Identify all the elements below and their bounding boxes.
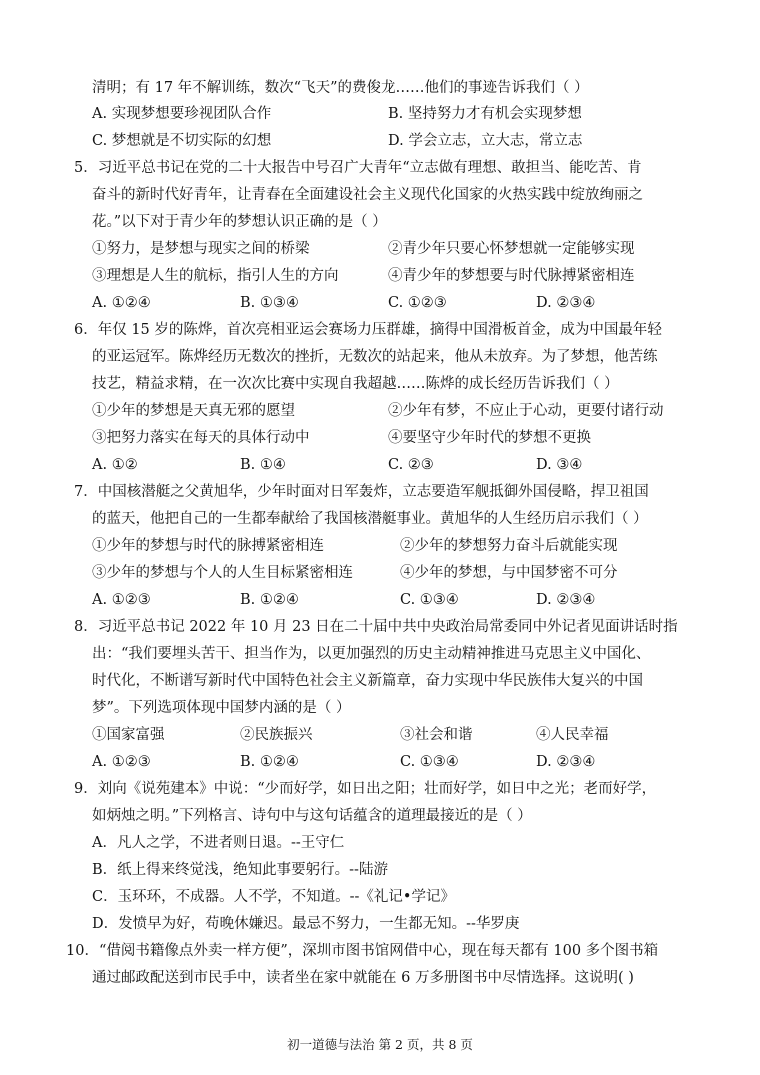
q8-stem-line-2: 出：“我们要埋头苦干、担当作为，以更加强烈的历史主动精神推进马克思主义中国化、	[92, 646, 651, 662]
q5-option-a: A. ①②④	[92, 295, 151, 311]
q8-stem-line-1: 8．习近平总书记 2022 年 10 月 23 日在二十届中共中央政治局常委同中外记者见面讲话时指	[74, 619, 678, 635]
q6-stem-line-2: 的亚运冠军。陈烨经历无数次的挫折，无数次的站起来，他从未放弃。为了梦想，他苦练	[92, 349, 658, 365]
q9-option-b: B．纸上得来终觉浅，绝知此事要躬行。--陆游	[92, 862, 388, 878]
q5-option-d: D. ②③④	[536, 295, 596, 311]
page-footer: 初一道德与法治 第 2 页，共 8 页	[287, 1037, 473, 1052]
q9-option-d: D．发愤早为好，苟晚休嫌迟。最忌不努力，一生都无知。--华罗庚	[92, 916, 520, 932]
q9-option-a: A．凡人之学，不进者则日退。--王守仁	[92, 835, 345, 851]
q9-stem-line-2: 如炳烛之明。”下列格言、诗句中与这句话蕴含的道理最接近的是（ ）	[92, 808, 532, 824]
q4-option-a: A. 实现梦想要珍视团队合作	[92, 106, 272, 122]
q7-option-d: D. ②③④	[536, 592, 596, 608]
q6-statement-1: ①少年的梦想是天真无邪的愿望	[92, 403, 295, 419]
q5-stem-line-3: 花。”以下对于青少年的梦想认识正确的是（ ）	[92, 214, 387, 230]
q4-option-d: D. 学会立志，立大志，常立志	[388, 133, 583, 149]
q7-option-a: A. ①②③	[92, 592, 151, 608]
q4-option-c: C. 梦想就是不切实际的幻想	[92, 133, 272, 149]
q8-option-b: B. ①②④	[240, 754, 299, 770]
q6-stem-line-1: 6．年仅 15 岁的陈烨，首次亮相亚运会赛场力压群雄，摘得中国滑板首金，成为中国最年轻	[74, 322, 662, 338]
q6-option-c: C. ②③	[388, 457, 434, 473]
q6-statement-2: ②少年有梦，不应止于心动，更要付诸行动	[388, 403, 664, 419]
q5-option-b: B. ①③④	[240, 295, 299, 311]
q5-stem-line-1: 5．习近平总书记在党的二十大报告中号召广大青年“立志做有理想、敢担当、能吃苦、肯	[74, 160, 642, 176]
q5-statement-3: ③理想是人生的航标，指引人生的方向	[92, 268, 339, 284]
q5-statement-4: ④青少年的梦想要与时代脉搏紧密相连	[388, 268, 635, 284]
q4-tail-line: 清明；有 17 年不解训练，数次“飞天”的费俊龙……他们的事迹告诉我们（ ）	[92, 80, 589, 96]
q7-stem-line-1: 7．中国核潜艇之父黄旭华，少年时面对日军轰炸，立志要造军舰抵御外国侵略，捍卫祖国	[74, 484, 649, 500]
q7-statement-3: ③少年的梦想与个人的人生目标紧密相连	[92, 565, 353, 581]
q6-option-d: D. ③④	[536, 457, 583, 473]
q5-statement-1: ①努力，是梦想与现实之间的桥梁	[92, 241, 310, 257]
q8-statement-2: ②民族振兴	[240, 727, 313, 743]
q5-option-c: C. ①②③	[388, 295, 447, 311]
q6-statement-3: ③把努力落实在每天的具体行动中	[92, 430, 310, 446]
q7-stem-line-2: 的蓝天，他把自己的一生都奉献给了我国核潜艇事业。黄旭华的人生经历启示我们（ ）	[92, 511, 648, 527]
q7-statement-4: ④少年的梦想，与中国梦密不可分	[400, 565, 618, 581]
q5-stem-line-2: 奋斗的新时代好青年，让青春在全面建设社会主义现代化国家的火热实践中绽放绚丽之	[92, 187, 643, 203]
q7-option-b: B. ①②④	[240, 592, 299, 608]
q5-statement-2: ②青少年只要心怀梦想就一定能够实现	[388, 241, 635, 257]
q8-statement-4: ④人民幸福	[536, 727, 609, 743]
q10-stem-line-2: 通过邮政配送到市民手中，读者坐在家中就能在 6 万多册图书中尽情选择。这说明( )	[92, 970, 634, 986]
q8-stem-line-3: 时代化，不断谱写新时代中国特色社会主义新篇章，奋力实现中华民族伟大复兴的中国	[92, 673, 643, 689]
q4-option-b: B. 坚持努力才有机会实现梦想	[388, 106, 582, 122]
q8-statement-1: ①国家富强	[92, 727, 165, 743]
q8-option-a: A. ①②③	[92, 754, 151, 770]
q6-option-b: B. ①④	[240, 457, 286, 473]
q7-option-c: C. ①③④	[400, 592, 459, 608]
q7-statement-2: ②少年的梦想努力奋斗后就能实现	[400, 538, 618, 554]
q9-option-c: C．玉环环，不成器。人不学，不知道。--《礼记•学记》	[92, 889, 455, 905]
q6-statement-4: ④要坚守少年时代的梦想不更换	[388, 430, 591, 446]
q8-stem-line-4: 梦”。下列选项体现中国梦内涵的是（ ）	[92, 700, 351, 716]
q7-statement-1: ①少年的梦想与时代的脉搏紧密相连	[92, 538, 324, 554]
q10-stem-line-1: 10．“借阅书籍像点外卖一样方便”，深圳市图书馆网借中心，现在每天都有 100 多个图书箱	[66, 943, 659, 959]
q6-stem-line-3: 技艺，精益求精，在一次次比赛中实现自我超越……陈烨的成长经历告诉我们（ ）	[92, 376, 619, 392]
q8-option-c: C. ①③④	[400, 754, 459, 770]
q9-stem-line-1: 9．刘向《说苑建本》中说：“少而好学，如日出之阳；壮而好学，如日中之光；老而好学，	[74, 781, 657, 797]
q8-statement-3: ③社会和谐	[400, 727, 473, 743]
q8-option-d: D. ②③④	[536, 754, 596, 770]
q6-option-a: A. ①②	[92, 457, 138, 473]
